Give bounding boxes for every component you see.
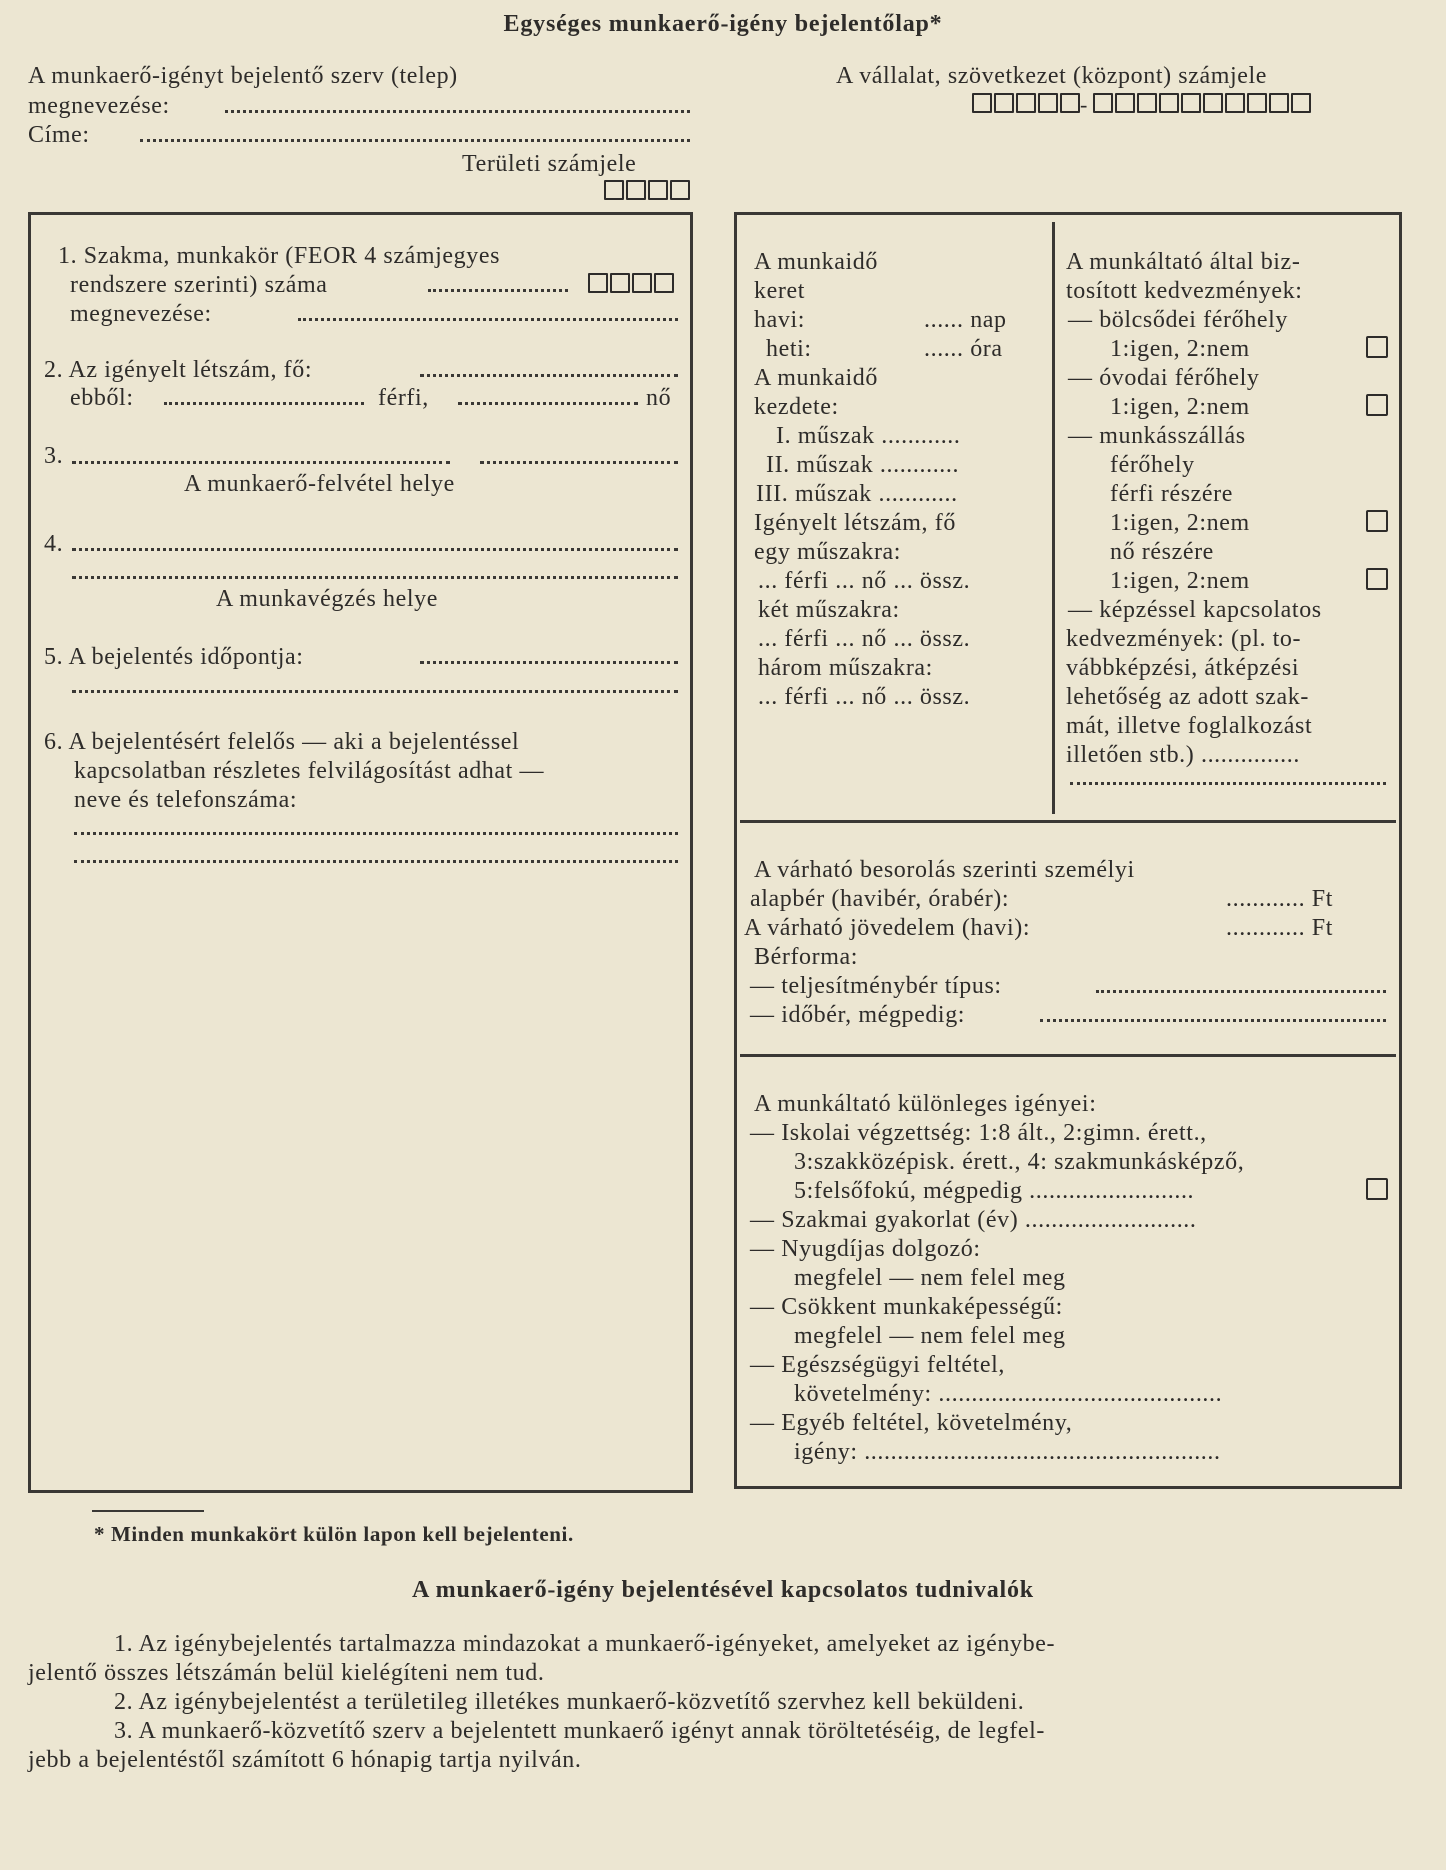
note-1b: jelentő összes létszámán belül kielégíteni nem tud. bbox=[28, 1660, 545, 1686]
worktime-weekly-field[interactable]: ...... óra bbox=[924, 336, 1003, 362]
worktime-l11: egy műszakra: bbox=[754, 539, 902, 565]
hiring-place-field-a[interactable] bbox=[72, 461, 450, 464]
item3-number: 3. bbox=[44, 443, 64, 469]
benefits-l17: mát, illetve foglalkozást bbox=[1066, 713, 1313, 739]
two-shift-field[interactable]: ... férfi ... nő ... össz. bbox=[758, 626, 971, 652]
item6-line1: 6. A bejelentésért felelős — aki a bejelentéssel bbox=[44, 729, 520, 755]
footnote: * Minden munkakört külön lapon kell bejelenteni. bbox=[94, 1522, 574, 1546]
benefits-l1: A munkáltató által biz- bbox=[1066, 249, 1301, 275]
special-l12: — Egyéb feltétel, követelmény, bbox=[750, 1410, 1073, 1436]
worktime-l6: kezdete: bbox=[754, 394, 839, 420]
worktime-l10: Igényelt létszám, fő bbox=[754, 510, 956, 536]
address-label: Címe: bbox=[28, 122, 90, 148]
left-box-bottom-rule bbox=[28, 1490, 693, 1493]
wage-l4: Bérforma: bbox=[754, 944, 859, 970]
org-name-field[interactable] bbox=[225, 110, 690, 113]
benefits-l15: vábbképzési, átképzési bbox=[1066, 655, 1300, 681]
special-l6: — Nyugdíjas dolgozó: bbox=[750, 1236, 981, 1262]
form-title: Egységes munkaerő-igény bejelentőlap* bbox=[503, 11, 943, 37]
feor-dots bbox=[428, 289, 568, 292]
special-l8: — Csökkent munkaképességű: bbox=[750, 1294, 1063, 1320]
contact-field-b[interactable] bbox=[74, 860, 678, 863]
special-section-rule bbox=[740, 1054, 1396, 1057]
area-code-label: Területi számjele bbox=[462, 151, 637, 177]
education-checkbox[interactable] bbox=[1366, 1178, 1388, 1200]
worktime-l2: keret bbox=[754, 278, 805, 304]
benefits-extra-field[interactable] bbox=[1070, 782, 1386, 785]
benefits-l13: — képzéssel kapcsolatos bbox=[1068, 597, 1322, 623]
benefits-l11: nő részére bbox=[1110, 539, 1214, 565]
report-date-field-b[interactable] bbox=[72, 690, 678, 693]
benefits-l16: lehetőség az adott szak- bbox=[1066, 684, 1309, 710]
notes-title: A munkaerő-igény bejelentésével kapcsolatos tudnivalók bbox=[412, 1577, 1034, 1603]
benefits-l4: 1:igen, 2:nem bbox=[1110, 336, 1250, 362]
benefits-l6: 1:igen, 2:nem bbox=[1110, 394, 1250, 420]
note-1a: 1. Az igénybejelentés tartalmazza mindazokat a munkaerő-igényeket, amelyeket az igénybe- bbox=[114, 1631, 1056, 1657]
report-date-field-a[interactable] bbox=[420, 661, 678, 664]
time-wage-field[interactable] bbox=[1040, 1019, 1386, 1022]
benefits-l10: 1:igen, 2:nem bbox=[1110, 510, 1250, 536]
area-code-boxes[interactable] bbox=[602, 180, 690, 204]
benefits-l9: férfi részére bbox=[1110, 481, 1234, 507]
female-count-field[interactable] bbox=[458, 402, 638, 405]
benefits-l12: 1:igen, 2:nem bbox=[1110, 568, 1250, 594]
worktime-monthly-field[interactable]: ...... nap bbox=[924, 307, 1007, 333]
worktime-l15: három műszakra: bbox=[758, 655, 933, 681]
special-l10: — Egészségügyi feltétel, bbox=[750, 1352, 1005, 1378]
work-place-field-b[interactable] bbox=[72, 576, 678, 579]
special-l3: 3:szakközépisk. érett., 4: szakmunkásképző, bbox=[794, 1149, 1245, 1175]
benefits-l2: tosított kedvezmények: bbox=[1066, 278, 1303, 304]
special-l5[interactable]: — Szakmai gyakorlat (év) .......................... bbox=[750, 1207, 1197, 1233]
item6-line3: neve és telefonszáma: bbox=[74, 787, 298, 813]
item4-caption: A munkavégzés helye bbox=[216, 586, 438, 612]
wage-l5: — teljesítménybér típus: bbox=[750, 973, 1002, 999]
org-name-label: megnevezése: bbox=[28, 93, 170, 119]
footnote-rule bbox=[92, 1510, 204, 1512]
feor-code-boxes[interactable] bbox=[586, 273, 674, 297]
male-count-field[interactable] bbox=[164, 402, 364, 405]
shift-2-field[interactable]: II. műszak ............ bbox=[766, 452, 960, 478]
kindergarten-checkbox[interactable] bbox=[1366, 394, 1388, 416]
item2-line1: 2. Az igényelt létszám, fő: bbox=[44, 357, 313, 383]
special-l11[interactable]: követelmény: ........................................... bbox=[794, 1381, 1223, 1407]
right-box-right-rule bbox=[1399, 212, 1402, 1488]
special-l13[interactable]: igény: ...................................................... bbox=[794, 1439, 1221, 1465]
left-box-left-rule bbox=[28, 212, 31, 1492]
hostel-male-checkbox[interactable] bbox=[1366, 510, 1388, 532]
special-l7: megfelel — nem felel meg bbox=[794, 1265, 1066, 1291]
item4-number: 4. bbox=[44, 531, 64, 557]
right-inner-divider bbox=[1052, 222, 1055, 814]
benefits-l3: — bölcsődei férőhely bbox=[1068, 307, 1288, 333]
right-box-bottom-rule bbox=[734, 1486, 1402, 1489]
benefits-l14: kedvezmények: (pl. to- bbox=[1066, 626, 1302, 652]
wage-l6: — időbér, mégpedig: bbox=[750, 1002, 966, 1028]
item5: 5. A bejelentés időpontja: bbox=[44, 644, 304, 670]
job-name-field[interactable] bbox=[298, 318, 678, 321]
note-3b: jebb a bejelentéstől számított 6 hónapig tartja nyilván. bbox=[28, 1747, 582, 1773]
worktime-monthly-label: havi: bbox=[754, 307, 805, 333]
benefits-l5: — óvodai férőhely bbox=[1068, 365, 1260, 391]
three-shift-field[interactable]: ... férfi ... nő ... össz. bbox=[758, 684, 971, 710]
one-shift-field[interactable]: ... férfi ... nő ... össz. bbox=[758, 568, 971, 594]
right-box-left-rule bbox=[734, 212, 737, 1488]
shift-1-field[interactable]: I. műszak ............ bbox=[776, 423, 961, 449]
note-3a: 3. A munkaerő-közvetítő szerv a bejelentett munkaerő igényt annak töröltetéséig, de legfel- bbox=[114, 1718, 1045, 1744]
worktime-weekly-label: heti: bbox=[766, 336, 812, 362]
wage-l1: A várható besorolás szerinti személyi bbox=[754, 857, 1135, 883]
piece-rate-field[interactable] bbox=[1096, 990, 1386, 993]
benefits-l18[interactable]: illetően stb.) ............... bbox=[1066, 742, 1300, 768]
work-place-field-a[interactable] bbox=[72, 548, 678, 551]
company-code-label: A vállalat, szövetkezet (központ) számjele bbox=[836, 63, 1268, 89]
wage-income-label: A várható jövedelem (havi): bbox=[744, 915, 1031, 941]
wage-section-rule bbox=[740, 820, 1396, 823]
contact-field-a[interactable] bbox=[74, 832, 678, 835]
left-box-top-rule bbox=[28, 212, 693, 215]
item6-line2: kapcsolatban részletes felvilágosítást adhat — bbox=[74, 758, 545, 784]
special-l4[interactable]: 5:felsőfokú, mégpedig ......................... bbox=[794, 1178, 1195, 1204]
special-l1: A munkáltató különleges igényei: bbox=[754, 1091, 1097, 1117]
shift-3-field[interactable]: III. műszak ............ bbox=[756, 481, 958, 507]
wage-income-field[interactable]: ............ Ft bbox=[1226, 915, 1334, 941]
hostel-female-checkbox[interactable] bbox=[1366, 568, 1388, 590]
company-code-boxes[interactable]: - bbox=[970, 92, 1311, 118]
hiring-place-field-b[interactable] bbox=[480, 461, 678, 464]
note-2: 2. Az igénybejelentést a területileg illetékes munkaerő-közvetítő szervhez kell beküldeni. bbox=[114, 1689, 1025, 1715]
item1-line3: megnevezése: bbox=[70, 301, 212, 327]
item2-no: nő bbox=[646, 385, 672, 411]
benefits-l7: — munkásszállás bbox=[1068, 423, 1246, 449]
worktime-l13: két műszakra: bbox=[758, 597, 900, 623]
headcount-field[interactable] bbox=[420, 374, 678, 377]
item1-line2: rendszere szerinti) száma bbox=[70, 272, 328, 298]
item1-line1: 1. Szakma, munkakör (FEOR 4 számjegyes bbox=[58, 243, 501, 269]
worktime-l5: A munkaidő bbox=[754, 365, 878, 391]
address-field[interactable] bbox=[140, 139, 690, 142]
worktime-l1: A munkaidő bbox=[754, 249, 878, 275]
wage-base-field[interactable]: ............ Ft bbox=[1226, 886, 1334, 912]
nursery-checkbox[interactable] bbox=[1366, 336, 1388, 358]
left-box-right-rule bbox=[690, 212, 693, 1492]
right-box-top-rule bbox=[734, 212, 1402, 215]
benefits-l8: férőhely bbox=[1110, 452, 1195, 478]
item2-ferfi: férfi, bbox=[378, 385, 429, 411]
wage-base-label: alapbér (havibér, órabér): bbox=[750, 886, 1010, 912]
item3-caption: A munkaerő-felvétel helye bbox=[184, 471, 455, 497]
special-l9: megfelel — nem felel meg bbox=[794, 1323, 1066, 1349]
item2-ebbol: ebből: bbox=[70, 385, 134, 411]
org-label: A munkaerő-igényt bejelentő szerv (telep) bbox=[28, 63, 458, 89]
special-l2: — Iskolai végzettség: 1:8 ált., 2:gimn. érett., bbox=[750, 1120, 1207, 1146]
